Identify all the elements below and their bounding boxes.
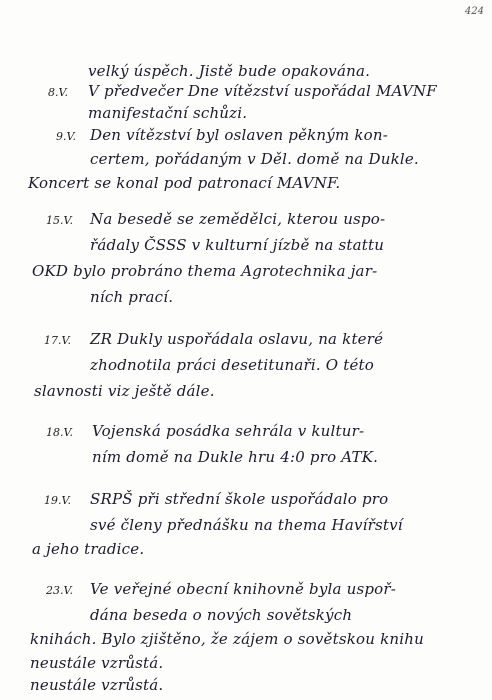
entry-line: ních prací. bbox=[90, 288, 174, 306]
entry-line: Vojenská posádka sehrála v kultur- bbox=[92, 422, 365, 440]
entry-line: své členy přednášku na thema Havířství bbox=[90, 516, 403, 534]
entry-line: slavnosti viz ještě dále. bbox=[34, 382, 215, 400]
page-number: 424 bbox=[464, 6, 484, 17]
entry-date: 19.V. bbox=[44, 494, 72, 507]
entry-line: SRPŠ při střední škole uspořádalo pro bbox=[90, 490, 389, 508]
entry-line: Koncert se konal pod patronací MAVNF. bbox=[28, 174, 341, 192]
entry-line: ním domě na Dukle hru 4:0 pro ATK. bbox=[92, 448, 379, 466]
entry-line: a jeho tradice. bbox=[32, 540, 145, 558]
entry-line: knihách. Bylo zjištěno, že zájem o sovětskou knihu bbox=[30, 630, 424, 648]
entry-line: Den vítězství byl oslaven pěkným kon- bbox=[90, 126, 389, 144]
entry-line: V předvečer Dne vítězství uspořádal MAVNF bbox=[88, 82, 437, 100]
entry-line: Ve veřejné obecní knihovně byla uspoř- bbox=[90, 580, 397, 598]
entry-line: velký úspěch. Jistě bude opakována. bbox=[88, 62, 371, 80]
entry-line: řádaly ČSSS v kulturní jízbě na stattu bbox=[90, 236, 385, 254]
entry-line: Na besedě se zemědělci, kterou uspo- bbox=[90, 210, 386, 228]
entry-line: zhodnotila práci desetitunaři. O této bbox=[90, 356, 375, 374]
entry-line: OKD bylo probráno thema Agrotechnika jar- bbox=[32, 262, 378, 280]
entry-line: manifestační schůzi. bbox=[88, 104, 248, 122]
entry-date: 9.V. bbox=[56, 130, 77, 143]
entry-date: 17.V. bbox=[44, 334, 72, 347]
entry-date: 23.V. bbox=[46, 584, 74, 597]
entry-line: neustále vzrůstá. bbox=[30, 654, 164, 672]
entry-line: certem, pořádaným v Děl. domě na Dukle. bbox=[90, 150, 419, 168]
entry-line: dána beseda o nových sovětských bbox=[90, 606, 353, 624]
entry-date: 8.V. bbox=[48, 86, 69, 99]
entry-date: 18.V. bbox=[46, 426, 74, 439]
entry-line: neustále vzrůstá. bbox=[30, 676, 164, 694]
entry-line: ZR Dukly uspořádala oslavu, na které bbox=[90, 330, 384, 348]
entry-date: 15.V. bbox=[46, 214, 74, 227]
